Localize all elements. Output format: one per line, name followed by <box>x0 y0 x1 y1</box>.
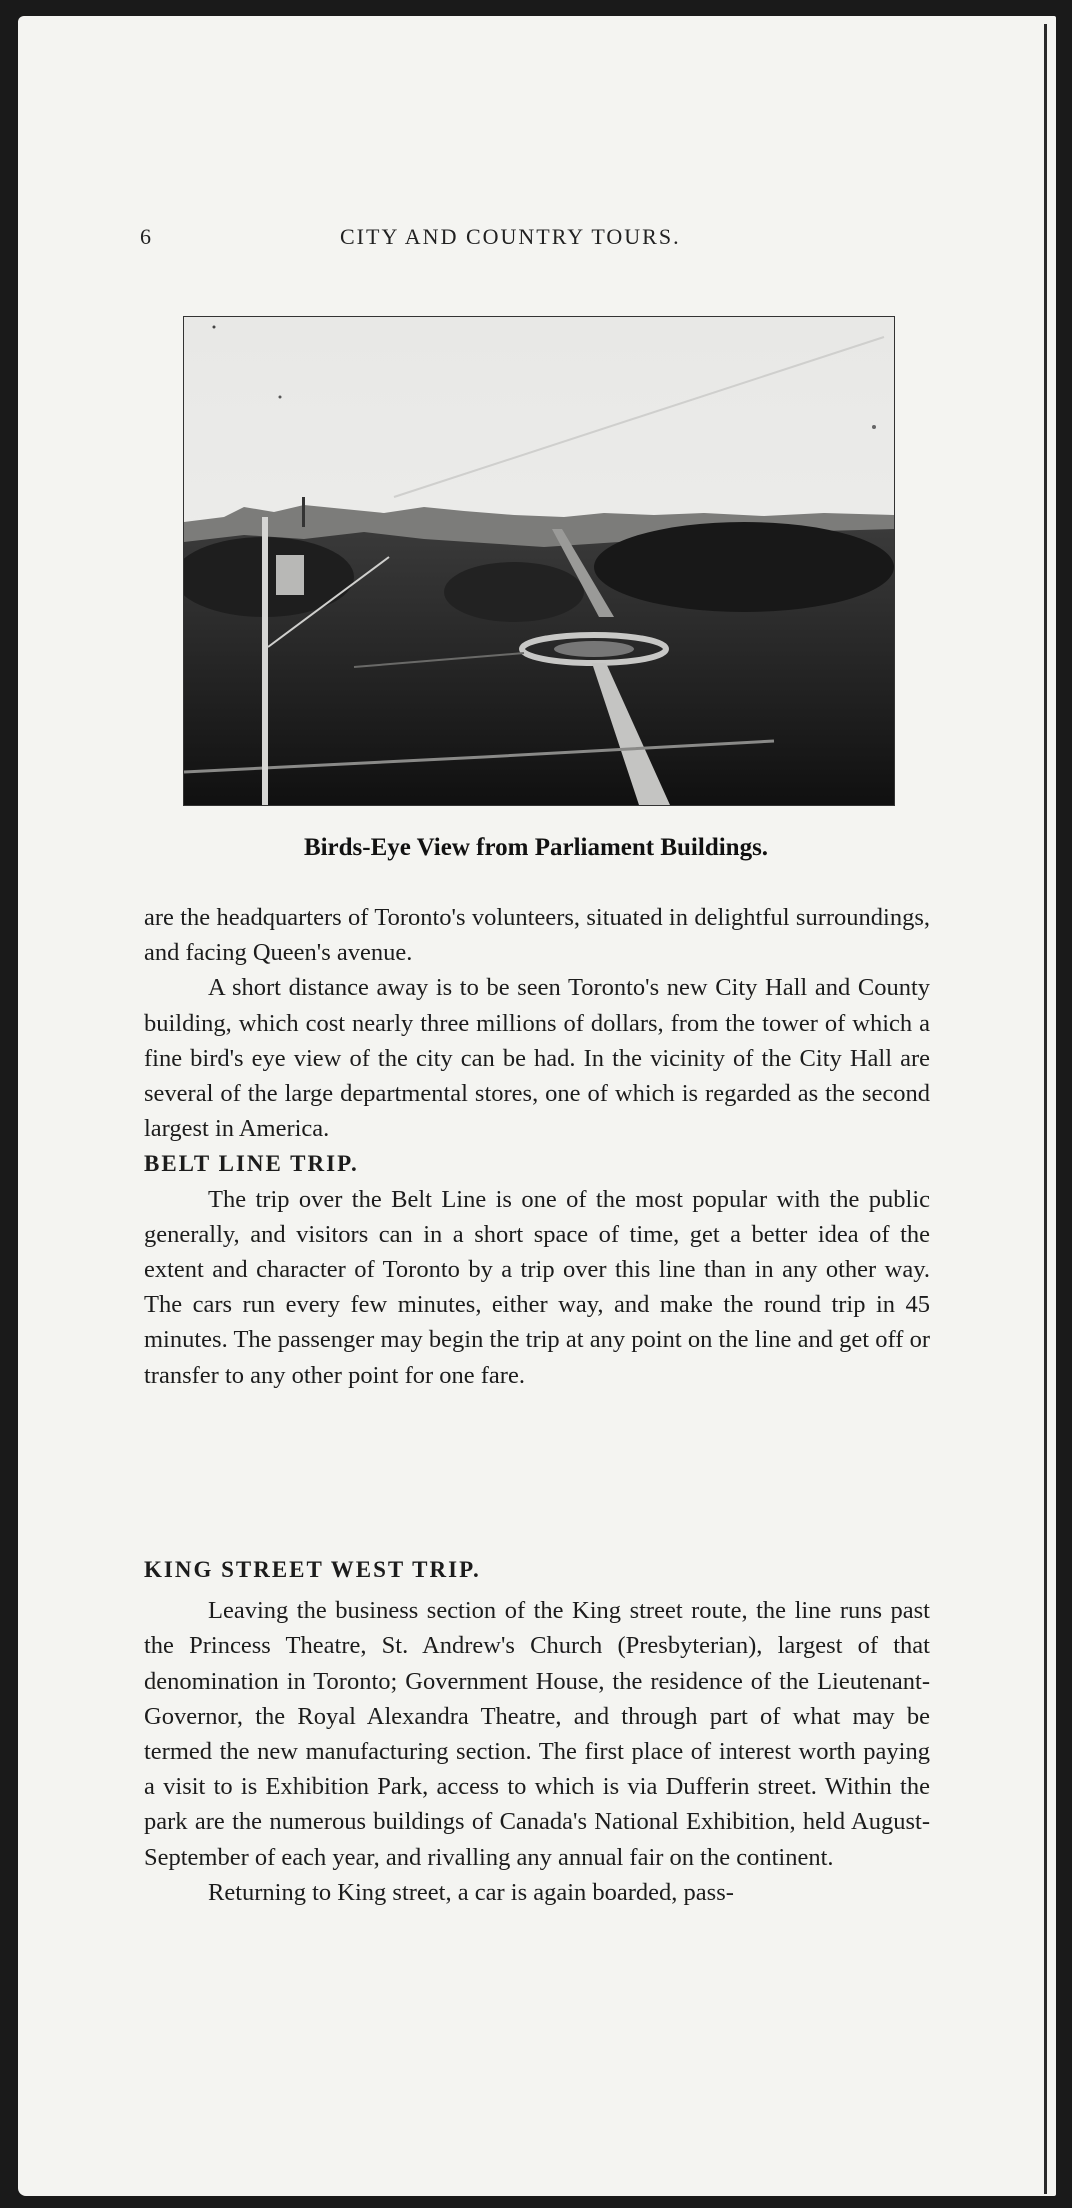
paragraph: Returning to King street, a car is again boarded, pass- <box>208 1878 734 1906</box>
page-edge <box>1044 24 1047 2194</box>
body-text-block <box>144 1262 930 1910</box>
section-heading: KING STREET WEST TRIP. <box>144 1557 481 1582</box>
paragraph: A short distance away is to be seen Toronto's new City Hall and County building, which cost nearly three millions of dollars, from the tower of which a fine bird's eye view of the city can be had. In the vicinity of the City Hall are several of the large departmental stores, one of which is regarded as the second largest in America. <box>144 974 930 1143</box>
figure-caption: Birds-Eye View from Parliament Buildings. <box>303 834 769 861</box>
page-number: 6 <box>140 224 153 249</box>
section-heading: BELT LINE TRIP. <box>144 1151 359 1177</box>
birds-eye-photo <box>183 316 895 806</box>
paragraph: The trip over the Belt Line is one of the most popular with the public generally, and visitors can in a short space of time, get a better idea of the extent and character of Toronto by a trip over this line than in any other way. The cars run every few minutes, either way, and make the round trip in 45 minutes. The passenger may begin the trip at any point on the line and get off or transfer to any other point for one fare. <box>144 1185 930 1389</box>
paragraph: are the headquarters of Toronto's volunteers, situated in delightful surroundings, and facing Queen's avenue. <box>144 904 930 967</box>
paragraph: Leaving the business section of the King street route, the line runs past the Princess Theatre, St. Andrew's Church (Presbyterian), largest of that denomination in Toronto; Government House, the residence of the Lieutenant-Governor, the Royal Alexandra Theatre, and through part of what may be termed the new manufacturing section. The first place of interest worth paying a visit to is Exhibition Park, access to which is via Dufferin street. Within the park are the numerous buildings of Canada's National Exhibition, held August-September of each year, and rivalling any annual fair on the continent. <box>144 1597 930 1871</box>
running-title: CITY AND COUNTRY TOURS. <box>340 224 681 249</box>
